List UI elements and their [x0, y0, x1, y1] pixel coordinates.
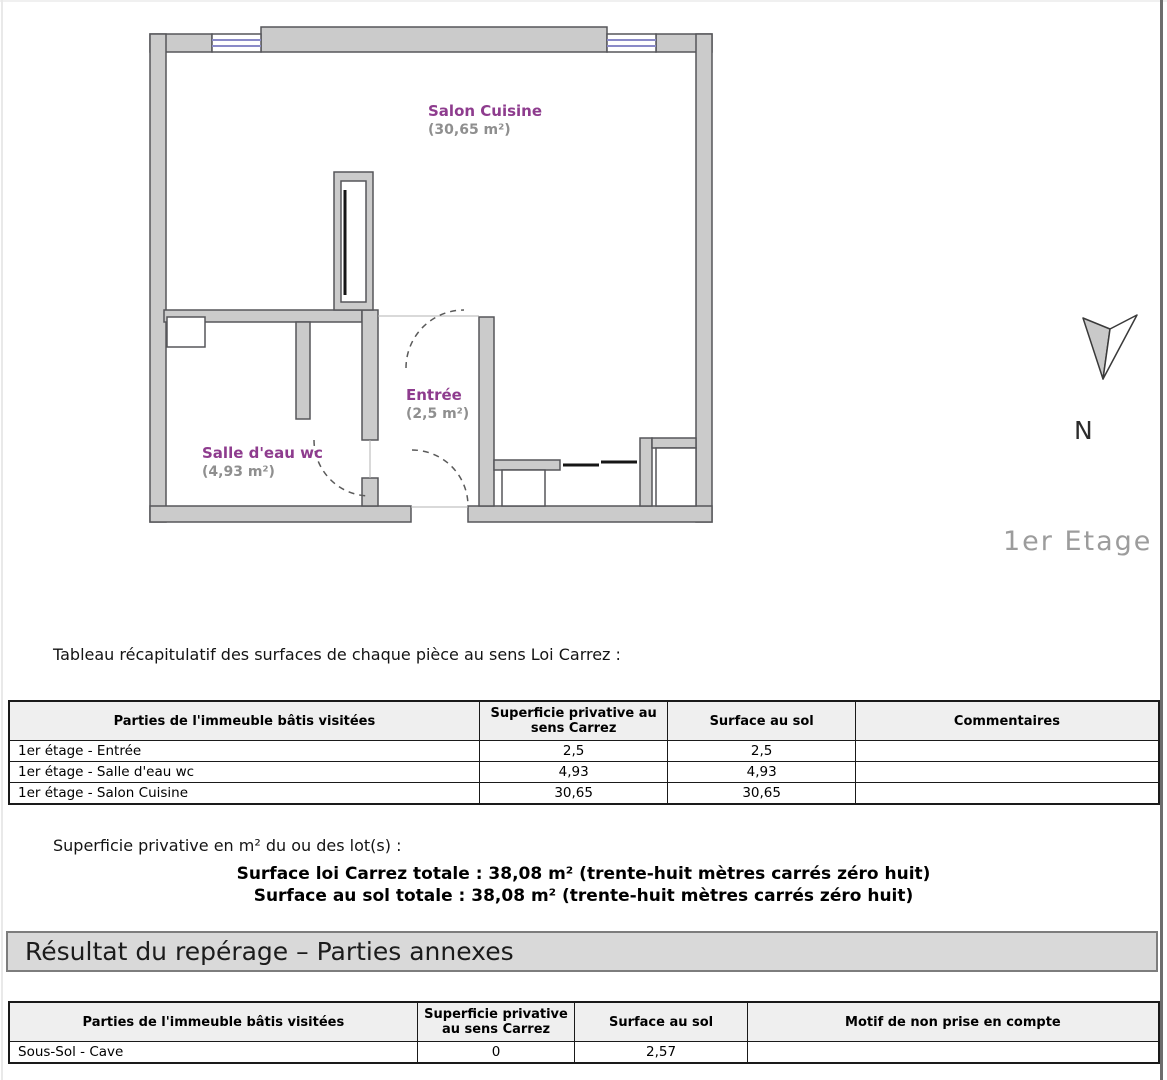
table-row [9, 783, 1159, 805]
annexes-section-banner: Résultat du repérage – Parties annexes [6, 931, 1158, 972]
closet-small [502, 470, 545, 506]
total-carrez-line: Surface loi Carrez totale : 38,08 m² (trente-huit mètres carrés zéro huit) [236, 864, 931, 884]
wall-salle-deau-stub [296, 322, 310, 419]
wall-bottom-left [150, 506, 411, 522]
room-area: (4,93 m²) [202, 464, 275, 480]
wall-top-main [261, 27, 607, 52]
cell-motif [747, 1042, 1159, 1064]
col-header-motif: Motif de non prise en compte [747, 1002, 1159, 1042]
room-name: Salon Cuisine [428, 102, 543, 120]
closet-large [656, 448, 696, 506]
col-header-superficie: Superficie privative au sens Carrez [479, 701, 668, 741]
window-left [212, 34, 261, 52]
wall-right [696, 34, 712, 522]
cell-surface-sol: 2,5 [668, 741, 855, 762]
wall-bottom-right [468, 506, 712, 522]
table-row [9, 1042, 1159, 1064]
cell-superficie: 4,93 [479, 762, 668, 783]
floor-plan [140, 20, 720, 530]
north-arrow-icon [1070, 305, 1150, 390]
cell-commentaires [855, 783, 1159, 805]
col-header-parties: Parties de l'immeuble bâtis visitées [9, 701, 479, 741]
annexes-table [8, 1001, 1160, 1064]
cell-superficie: 2,5 [479, 741, 668, 762]
col-header-parties: Parties de l'immeuble bâtis visitées [9, 1002, 417, 1042]
door-arc-salon-entree [406, 310, 464, 368]
room-name: Salle d'eau wc [202, 444, 323, 462]
cell-partie: 1er étage - Entrée [9, 741, 479, 762]
carrez-table-title: Tableau récapitulatif des surfaces de chaque pièce au sens Loi Carrez : [53, 645, 621, 664]
room-area: (2,5 m²) [406, 406, 470, 422]
room-label-salon-cuisine [428, 102, 542, 140]
cell-superficie: 0 [417, 1042, 575, 1064]
wall-entree-right [479, 317, 494, 506]
fixture-niche [167, 317, 205, 347]
compass-north-label: N [1074, 416, 1094, 445]
room-name: Entrée [406, 386, 462, 404]
wall-loggia-top [652, 438, 696, 448]
table-row [9, 741, 1159, 762]
wall-loggia-left [494, 460, 560, 470]
window-right [607, 34, 656, 52]
page-top-edge [0, 0, 1167, 2]
room-label-salle-deau [202, 444, 323, 482]
page-left-edge [1, 0, 3, 1080]
room-area: (30,65 m²) [428, 122, 511, 138]
cell-partie: 1er étage - Salle d'eau wc [9, 762, 479, 783]
totals-block [0, 863, 1167, 907]
wall-loggia-return [640, 438, 652, 506]
annexes-table-container [8, 1001, 1160, 1064]
floor-level-label: 1er Etage [1003, 526, 1153, 557]
lots-intro-line: Superficie privative en m² du ou des lot(s) : [53, 836, 402, 855]
door-arc-entree-exterior [412, 450, 468, 506]
carrez-table [8, 700, 1160, 805]
wall-left [150, 34, 166, 522]
cell-superficie: 30,65 [479, 783, 668, 805]
table-row [9, 762, 1159, 783]
col-header-superficie: Superficie privative au sens Carrez [417, 1002, 575, 1042]
cell-surface-sol: 4,93 [668, 762, 855, 783]
annexes-table-header-row [9, 1002, 1159, 1042]
wall-divider [362, 310, 378, 440]
room-label-entree [406, 386, 469, 424]
cell-partie: Sous-Sol - Cave [9, 1042, 417, 1064]
total-sol-line: Surface au sol totale : 38,08 m² (trente-huit mètres carrés zéro huit) [253, 886, 914, 906]
col-header-surface-sol: Surface au sol [668, 701, 855, 741]
cell-partie: 1er étage - Salon Cuisine [9, 783, 479, 805]
cell-commentaires [855, 741, 1159, 762]
page-right-edge [1160, 0, 1163, 1080]
wall-divider-stub [362, 478, 378, 506]
carrez-table-header-row [9, 701, 1159, 741]
cell-commentaires [855, 762, 1159, 783]
cell-surface-sol: 30,65 [668, 783, 855, 805]
col-header-surface-sol: Surface au sol [575, 1002, 748, 1042]
carrez-table-container [8, 700, 1160, 805]
cell-surface-sol: 2,57 [575, 1042, 748, 1064]
col-header-commentaires: Commentaires [855, 701, 1159, 741]
